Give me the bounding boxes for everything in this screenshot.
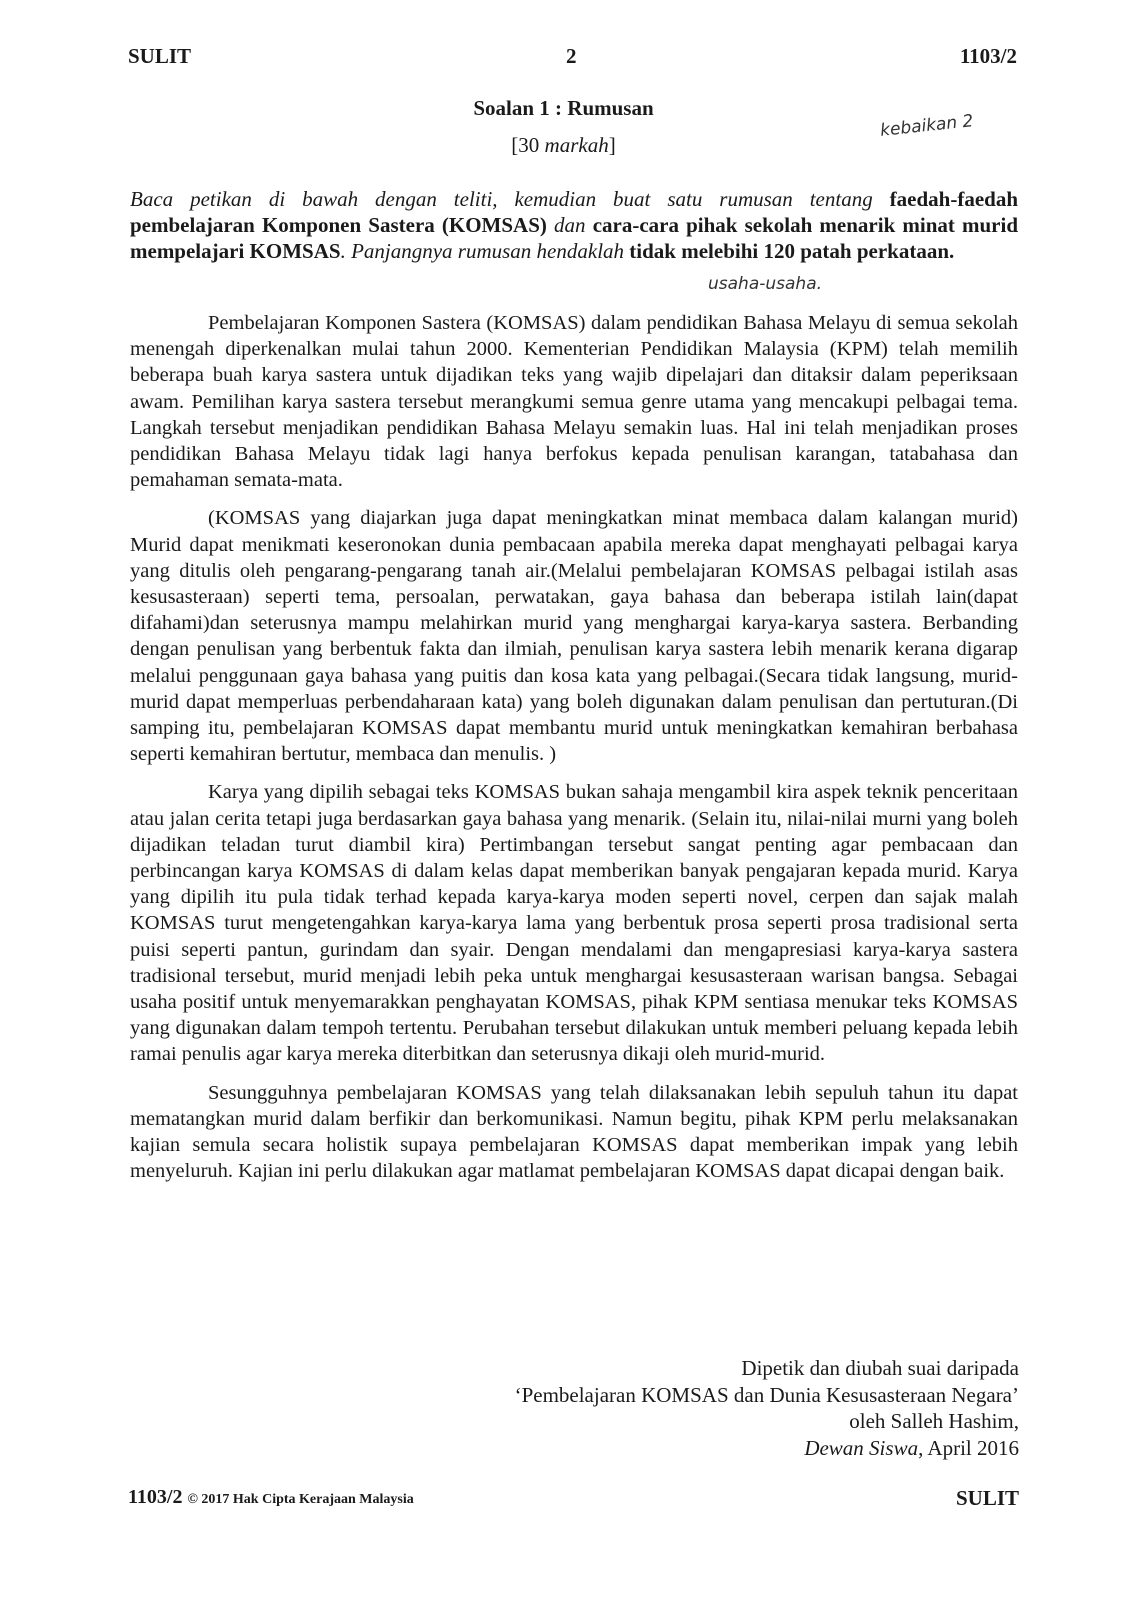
- passage-paragraph: Karya yang dipilih sebagai teks KOMSAS bukan sahaja mengambil kira aspek teknik penceritaan atau jalan cerita tetapi juga berdasarkan gaya bahasa yang menarik. (Selain itu, nilai-nilai murni yang boleh dijadikan teladan turut diambil kira) Pertimbangan tersebut sangat penting agar pembacaan dan perbincangan karya KOMSAS di dalam kelas dapat memberikan banyak pengajaran kepada murid. Karya yang dipilih itu pula tidak terhad kepada karya-karya moden seperti novel, cerpen dan sajak malah KOMSAS turut mengetengahkan karya-karya lama yang berbentuk prosa seperti prosa tradisional serta puisi seperti pantun, gurindam dan syair. Dengan mendalami dan mengapresiasi karya-karya sastera tradisional tersebut, murid menjadi lebih peka untuk menghargai kesusasteraan warisan bangsa. Sebagai usaha positif untuk menyemarakkan penghayatan KOMSAS, pihak KPM sentiasa menukar teks KOMSAS yang digunakan dalam tempoh tertentu. Perubahan tersebut dilakukan untuk memberi peluang kepada lebih ramai penulis agar karya mereka diterbitkan dan seterusnya dikaji oleh murid-murid.: [130, 781, 1018, 1066]
- passage-paragraph: (KOMSAS yang diajarkan juga dapat meningkatkan minat membaca dalam kalangan murid) Murid dapat menikmati keseronokan dunia pembacaan apabila mereka dapat menghayati pelbagai karya yang ditulis oleh pengarang-pengarang tanah air.(Melalui pembelajaran KOMSAS pelbagai istilah asas kesusasteraan) seperti tema, persoalan, perwatakan, gaya bahasa dan beberapa istilah lain(dapat difahami)dan seterusnya mampu melahirkan murid yang menghargai karya-karya sastera. Berbanding dengan penulisan yang berbentuk fakta dan ilmiah, penulisan karya sastera lebih menarik kerana digarap melalui penggunaan gaya bahasa yang puitis dan kosa kata yang pelbagai.(Secara tidak langsung, murid-murid dapat memperluas perbendaharaan kata) yang boleh digunakan dalam penulisan dan pertuturan.(Di samping itu, pembelajaran KOMSAS dapat membantu murid untuk meningkatkan kemahiran berbahasa seperti kemahiran bertutur, membaca dan menulis. ): [130, 507, 1018, 766]
- passage-paragraph: Pembelajaran Komponen Sastera (KOMSAS) dalam pendidikan Bahasa Melayu di semua sekolah menengah diperkenalkan mulai tahun 2000. Kementerian Pendidikan Malaysia (KPM) telah memilih beberapa buah karya sastera untuk dijadikan teks yang wajib dipelajari dan ditaksir dalam peperiksaan awam. Pemilihan karya sastera tersebut merangkumi semua genre utama yang mencakupi pelbagai tema. Langkah tersebut menjadikan pendidikan Bahasa Melayu semakin luas. Hal ini telah menjadikan proses pendidikan Bahasa Melayu tidak lagi hanya berfokus kepada penulisan karangan, tatabahasa dan pemahaman semata-mata.: [130, 312, 1018, 492]
- marks-label: [30 markah]: [511, 133, 616, 157]
- copyright: © 2017 Hak Cipta Kerajaan Malaysia: [187, 1492, 414, 1507]
- instructions: Baca petikan di bawah dengan teliti, kemudian buat satu rumusan tentang faedah-faedah pembelajaran Komponen Sastera (KOMSAS) dan cara-cara pihak sekolah menarik minat murid mempelajari KOMSAS. Panjangnya rumusan hendaklah tidak melebihi 120 patah perkataan.: [130, 187, 1019, 263]
- passage-paragraph: Sesungguhnya pembelajaran KOMSAS yang telah dilaksanakan lebih sepuluh tahun itu dapat mematangkan murid dalam berfikir dan berkomunikasi. Namun begitu, pihak KPM perlu melaksanakan kajian semula secara holistik supaya pembelajaran KOMSAS dapat memberikan impak yang lebih menyeluruh. Kajian ini perlu dilakukan agar matlamat pembelajaran KOMSAS dapat dicapai dengan baik.: [130, 1081, 1018, 1183]
- header-sulit: SULIT: [128, 44, 192, 68]
- footer-sulit: SULIT: [955, 1486, 1019, 1510]
- question-title: Soalan 1 : Rumusan: [473, 96, 654, 120]
- paper-code: 1103/2: [959, 44, 1017, 68]
- footer-code: 1103/2 © 2017 Hak Cipta Kerajaan Malaysia: [128, 1486, 414, 1508]
- handwritten-note-kebaikan: kebaikan 2: [879, 111, 975, 141]
- passage: [130, 310, 1018, 1197]
- page-number: 2: [566, 44, 577, 68]
- citation: Dipetik dan diubah suai daripada ‘Pembelajaran KOMSAS dan Dunia Kesusasteraan Negara’ oleh Salleh Hashim, Dewan Siswa, April 2016: [514, 1356, 1019, 1460]
- handwritten-note-usaha: usaha-usaha.: [708, 274, 823, 294]
